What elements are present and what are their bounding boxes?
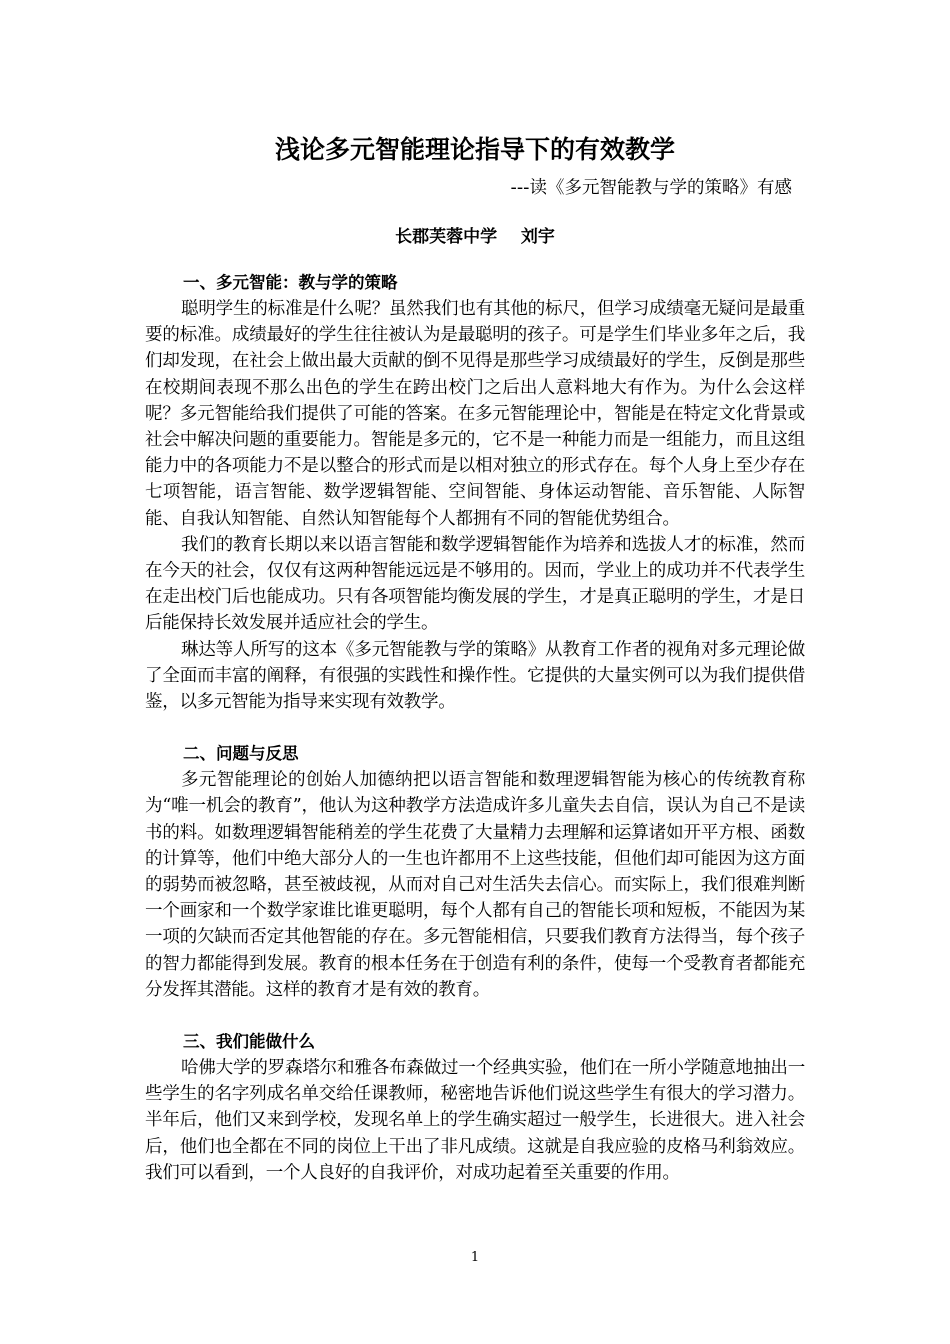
section-1 (145, 270, 805, 715)
document-subtitle: ---读《多元智能教与学的策略》有感 (510, 178, 792, 198)
paragraph: 多元智能理论的创始人加德纳把以语言智能和数理逻辑智能为核心的传统教育称为“唯一机会的教育”，他认为这种教学方法造成许多儿童失去自信，误认为自己不是读书的料。如数理逻辑智能稍差的学生花费了大量精力去理解和运算诸如开平方根、函数的计算等，他们中绝大部分人的一生也许都用不上这些技能，但他们却可能因为这方面的弱势而被忽略，甚至被歧视，从而对自己对生活失去信心。而实际上，我们很难判断一个画家和一个数学家谁比谁更聪明，每个人都有自己的智能长项和短板，不能因为某一项的欠缺而否定其他智能的存在。多元智能相信，只要我们教育方法得当，每个孩子的智力都能得到发展。教育的根本任务在于创造有利的条件，使每一个受教育者都能充分发挥其潜能。这样的教育才是有效的教育。 (145, 770, 805, 1000)
author-name: 刘宇 (520, 227, 555, 247)
section-heading: 三、我们能做什么 (183, 1032, 315, 1052)
page-number: 1 (470, 1250, 480, 1265)
paragraph: 哈佛大学的罗森塔尔和雅各布森做过一个经典实验，他们在一所小学随意地抽出一些学生的名字列成名单交给任课教师，秘密地告诉他们说这些学生有很大的学习潜力。半年后，他们又来到学校，发现名单上的学生确实超过一般学生，长进很大。进入社会后，他们也全都在不同的岗位上干出了非凡成绩。这就是自我应验的皮格马利翁效应。我们可以看到，一个人良好的自我评价，对成功起着至关重要的作用。 (145, 1058, 805, 1183)
paragraph: 我们的教育长期以来以语言智能和数学逻辑智能作为培养和选拔人才的标准，然而在今天的社会，仅仅有这两种智能远远是不够用的。因而，学业上的成功并不代表学生在走出校门后也能成功。只有各项智能均衡发展的学生，才是真正聪明的学生，才是日后能保持长效发展并适应社会的学生。 (145, 534, 805, 634)
section-heading: 二、问题与反思 (183, 744, 299, 764)
section-3 (145, 1029, 805, 1186)
document-body (145, 270, 805, 1186)
section-2 (145, 741, 805, 1003)
paragraph: 聪明学生的标准是什么呢？虽然我们也有其他的标尺，但学习成绩毫无疑问是最重要的标准。成绩最好的学生往往被认为是最聪明的孩子。可是学生们毕业多年之后，我们却发现，在社会上做出最大贡献的倒不见得是那些学习成绩最好的学生，反倒是那些在校期间表现不那么出色的学生在跨出校门之后出人意料地大有作为。为什么会这样呢？多元智能给我们提供了可能的答案。在多元智能理论中，智能是在特定文化背景或社会中解决问题的重要能力。智能是多元的，它不是一种能力而是一组能力，而且这组能力中的各项能力不是以整合的形式而是以相对独立的形式存在。每个人身上至少存在七项智能，语言智能、数学逻辑智能、空间智能、身体运动智能、音乐智能、人际智能、自我认知智能、自然认知智能每个人都拥有不同的智能优势组合。 (145, 299, 805, 529)
paragraph: 琳达等人所写的这本《多元智能教与学的策略》从教育工作者的视角对多元理论做了全面而丰富的阐释，有很强的实践性和操作性。它提供的大量实例可以为我们提供借鉴，以多元智能为指导来实现有效教学。 (145, 639, 805, 713)
section-heading: 一、多元智能：教与学的策略 (183, 273, 398, 292)
author-school: 长郡芙蓉中学 (395, 227, 498, 247)
author-line (0, 225, 950, 249)
document-title: 浅论多元智能理论指导下的有效教学 (274, 135, 675, 164)
